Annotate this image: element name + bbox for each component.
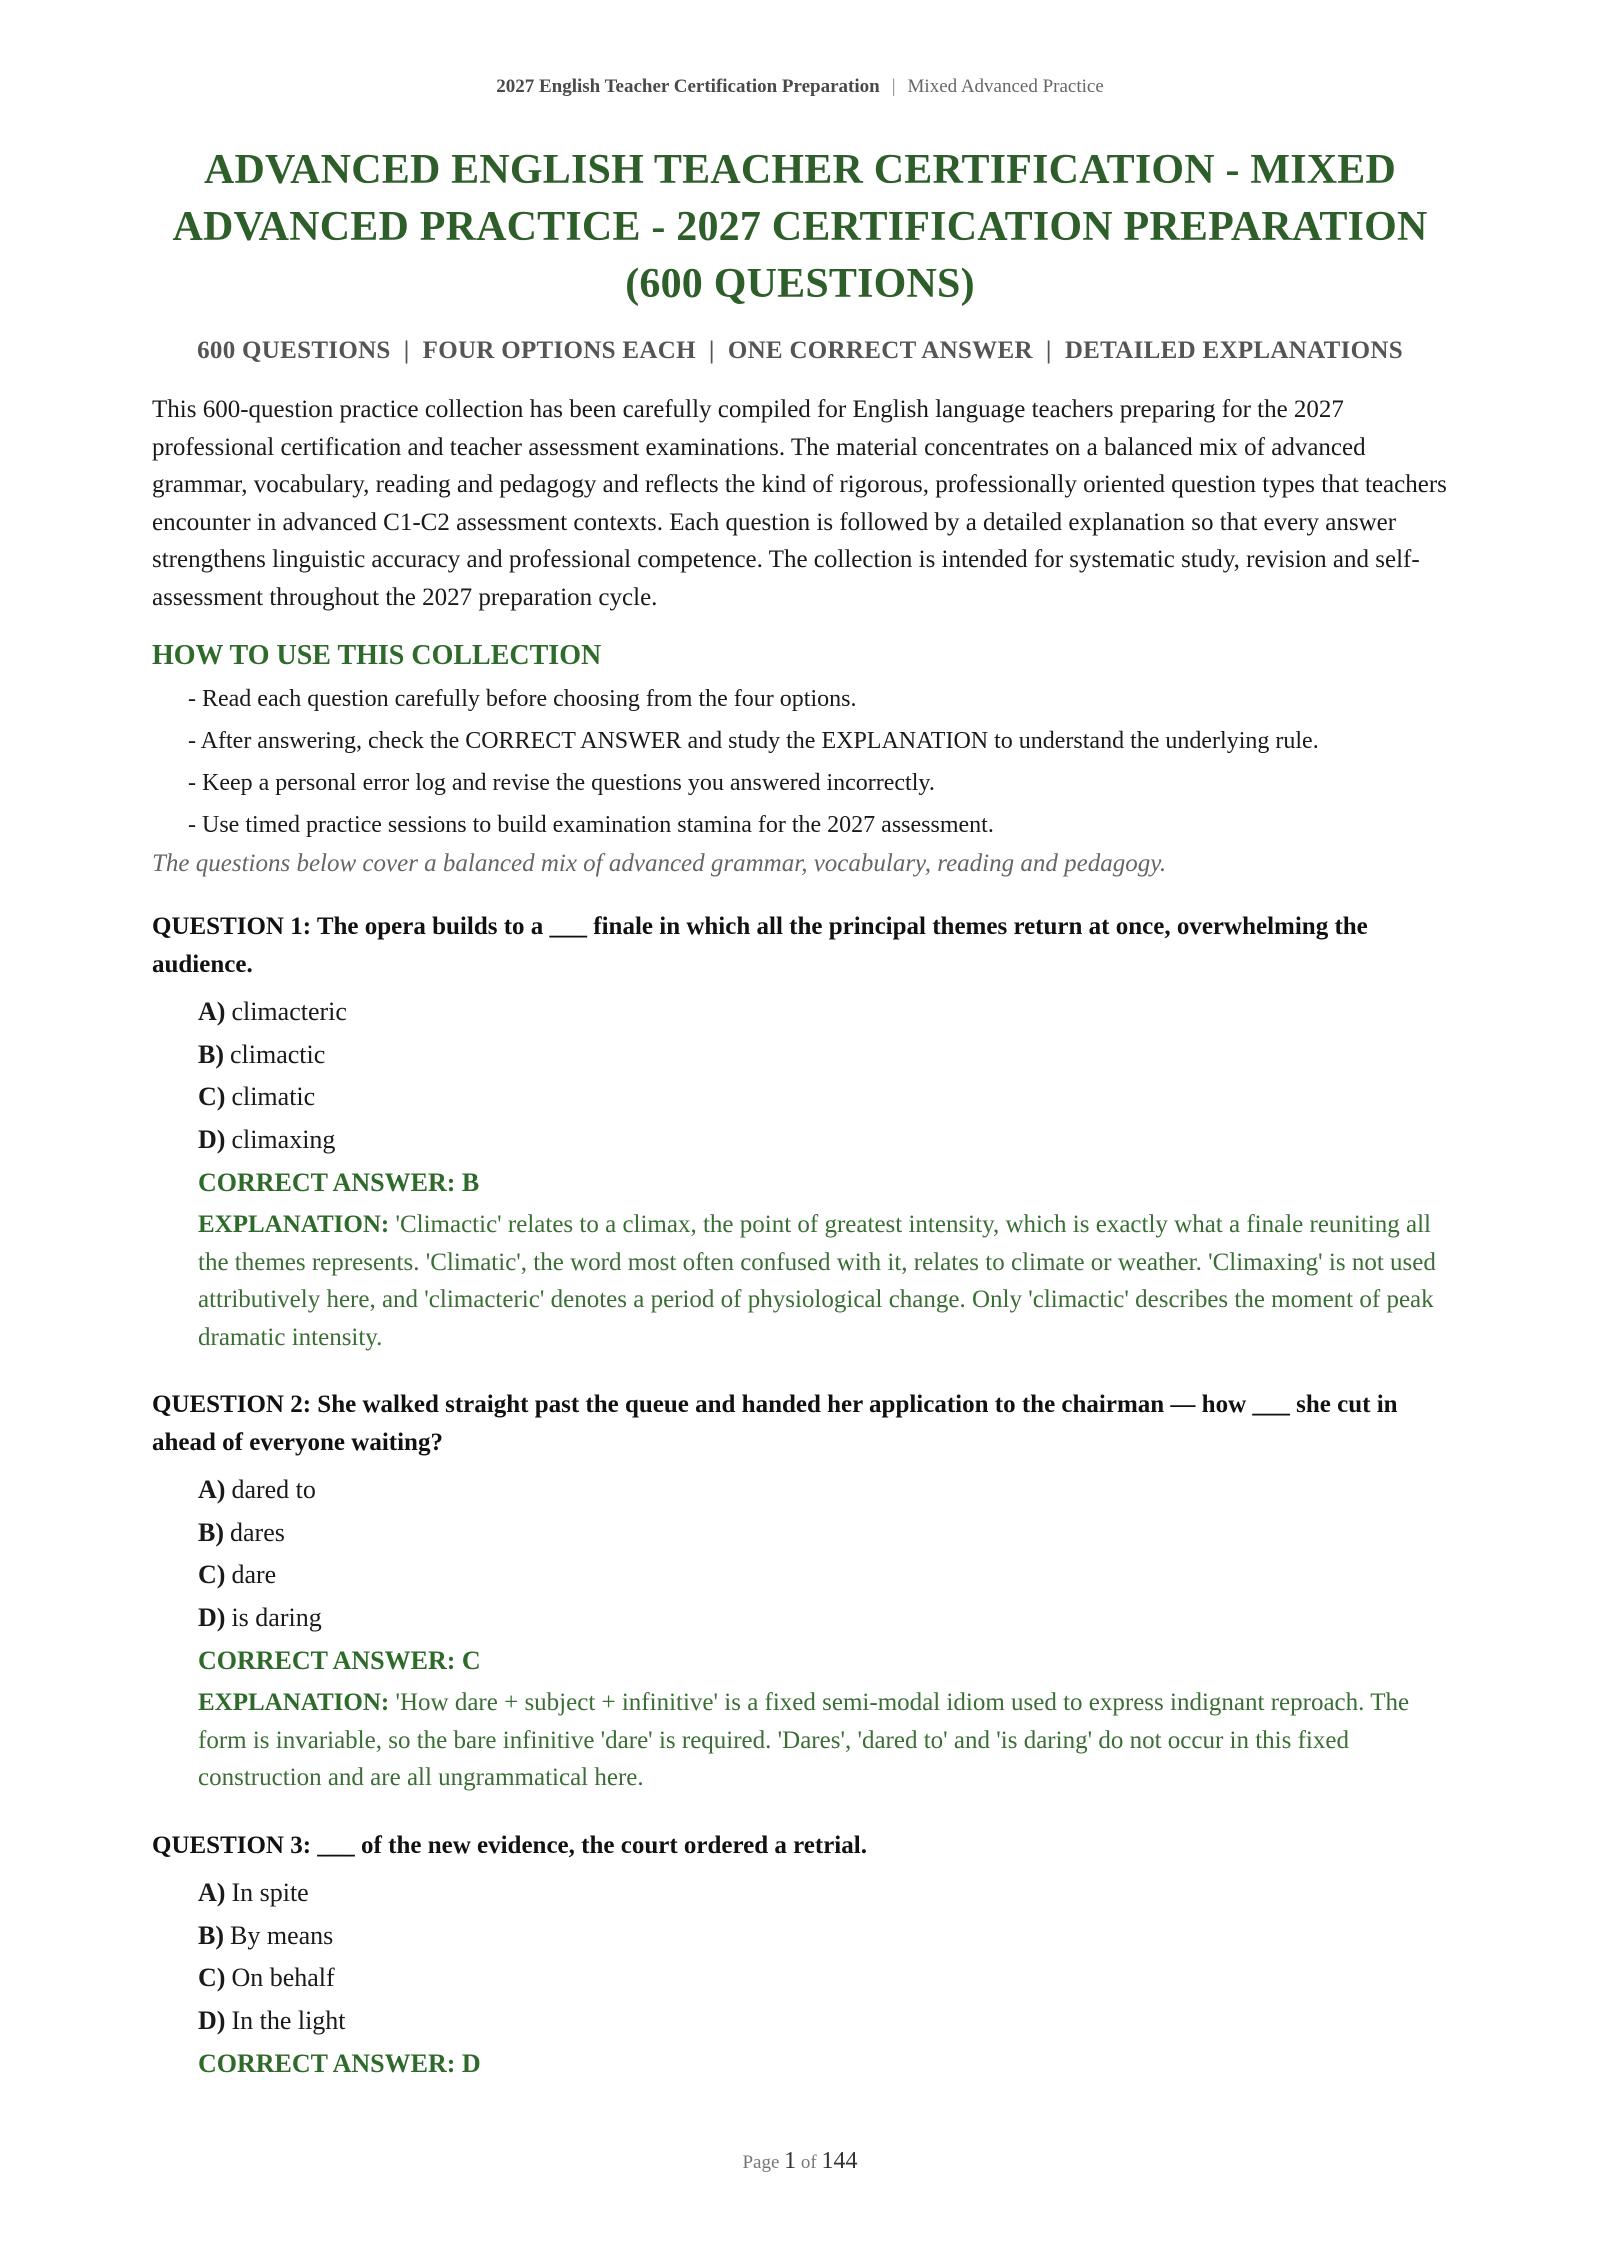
option-item: [198, 1915, 1448, 1958]
question-stem: QUESTION 1: The opera builds to a ___ finale in which all the principal themes return at once, overwhelming the audience.: [152, 913, 1368, 978]
explanation-text: 'Climactic' relates to a climax, the point of greatest intensity, which is exactly what a finale reuniting all the themes represents. 'Climatic', the word most often confused with it, relates to climate or weather. 'Climaxing' is not used attributively here, and 'climacteric' denotes a period of physiological change. Only 'climactic' describes the moment of peak dramatic intensity.: [198, 1211, 1436, 1351]
correct-answer: CORRECT ANSWER: B: [198, 1168, 480, 1197]
page-word: Page: [742, 2152, 780, 2173]
question-stem: QUESTION 2: She walked straight past the queue and handed her application to the chairman — how ___ she cut in ahead of everyone waiting?: [152, 1391, 1398, 1456]
explanation-label: EXPLANATION:: [198, 1211, 390, 1238]
explanation: [152, 1684, 1448, 1797]
how-to-use-item: - Use timed practice sessions to build examination stamina for the 2027 assessment.: [188, 812, 994, 838]
option-letter: D): [198, 1602, 226, 1632]
how-to-use-item: - After answering, check the CORRECT ANSWER and study the EXPLANATION to understand the underlying rule.: [188, 728, 1319, 754]
option-item: [198, 1469, 1448, 1512]
header-separator: |: [891, 76, 896, 97]
option-list: [152, 1469, 1448, 1639]
question-block: [152, 1386, 1448, 1797]
header-section: Mixed Advanced Practice: [907, 76, 1104, 97]
option-item: [198, 1076, 1448, 1119]
how-to-use-item: - Read each question carefully before choosing from the four options.: [188, 686, 857, 712]
explanation: [152, 1206, 1448, 1356]
how-to-use-item: - Keep a personal error log and revise the questions you answered incorrectly.: [188, 770, 935, 796]
option-item: [198, 1597, 1448, 1640]
option-letter: B): [198, 1039, 224, 1069]
scope-note: The questions below cover a balanced mix of advanced grammar, vocabulary, reading and pedagogy.: [152, 850, 1167, 877]
document-subtitle: 600 QUESTIONS | FOUR OPTIONS EACH | ONE CORRECT ANSWER | DETAILED EXPLANATIONS: [197, 337, 1403, 364]
header-doc-name: 2027 English Teacher Certification Preparation: [496, 76, 880, 97]
explanation-label: EXPLANATION:: [198, 1689, 390, 1716]
option-letter: D): [198, 2005, 226, 2035]
option-letter: A): [198, 997, 226, 1026]
option-text: In the light: [231, 2005, 346, 2035]
question-block: [152, 1827, 1448, 2085]
option-text: By means: [230, 1920, 334, 1950]
option-letter: B): [198, 1517, 224, 1547]
option-item: [198, 991, 1448, 1034]
option-text: climacteric: [231, 997, 347, 1026]
option-letter: C): [198, 1560, 226, 1589]
option-text: dared to: [231, 1475, 316, 1504]
option-list: [152, 1872, 1448, 2042]
document-title: ADVANCED ENGLISH TEACHER CERTIFICATION - MIXED ADVANCED PRACTICE - 2027 CERTIFICATION PREPARATION (600 QUESTIONS): [172, 147, 1428, 307]
option-item: [198, 1034, 1448, 1077]
total-pages: 144: [821, 2148, 858, 2174]
option-item: [198, 1872, 1448, 1915]
correct-answer: CORRECT ANSWER: C: [198, 1646, 481, 1675]
how-to-use-heading: HOW TO USE THIS COLLECTION: [152, 640, 602, 671]
page-footer: [0, 2148, 1600, 2175]
intro-paragraph: This 600-question practice collection has been carefully compiled for English language teachers preparing for the 2027 professional certification and teacher assessment examinations. The material concentrates on a balanced mix of advanced grammar, vocabulary, reading and pedagogy and reflects the kind of rigorous, professionally oriented question types that teachers encounter in advanced C1-C2 assessment contexts. Each question is followed by a detailed explanation so that every answer strengthens linguistic accuracy and professional competence. The collection is intended for systematic study, revision and self-assessment throughout the 2027 preparation cycle.: [152, 396, 1447, 611]
option-text: climaxing: [231, 1124, 336, 1154]
option-text: dare: [231, 1560, 277, 1589]
option-list: [152, 991, 1448, 1161]
correct-answer: CORRECT ANSWER: D: [198, 2049, 481, 2078]
option-text: On behalf: [231, 1963, 335, 1992]
option-text: In spite: [231, 1878, 309, 1907]
option-letter: B): [198, 1920, 224, 1950]
option-text: dares: [230, 1517, 285, 1547]
option-letter: D): [198, 1124, 226, 1154]
option-item: [198, 1119, 1448, 1162]
explanation-text: 'How dare + subject + infinitive' is a fixed semi-modal idiom used to express indignant reproach. The form is invariable, so the bare infinitive 'dare' is required. 'Dares', 'dared to' and 'is daring' do not occur in this fixed construction and are all ungrammatical here.: [198, 1689, 1410, 1791]
question-block: [152, 908, 1448, 1356]
option-item: [198, 2000, 1448, 2043]
option-letter: C): [198, 1963, 226, 1992]
option-item: [198, 1554, 1448, 1597]
page-number: 1: [784, 2148, 797, 2174]
of-word: of: [800, 2152, 817, 2173]
option-text: climatic: [231, 1082, 316, 1111]
how-to-use-list: [152, 682, 1448, 843]
option-letter: A): [198, 1475, 226, 1504]
question-stem: QUESTION 3: ___ of the new evidence, the court ordered a retrial.: [152, 1831, 867, 1859]
option-text: is daring: [231, 1602, 322, 1632]
option-text: climactic: [230, 1039, 326, 1069]
option-letter: C): [198, 1082, 226, 1111]
option-letter: A): [198, 1878, 226, 1907]
running-header: [152, 0, 1448, 104]
option-item: [198, 1957, 1448, 2000]
option-item: [198, 1512, 1448, 1555]
